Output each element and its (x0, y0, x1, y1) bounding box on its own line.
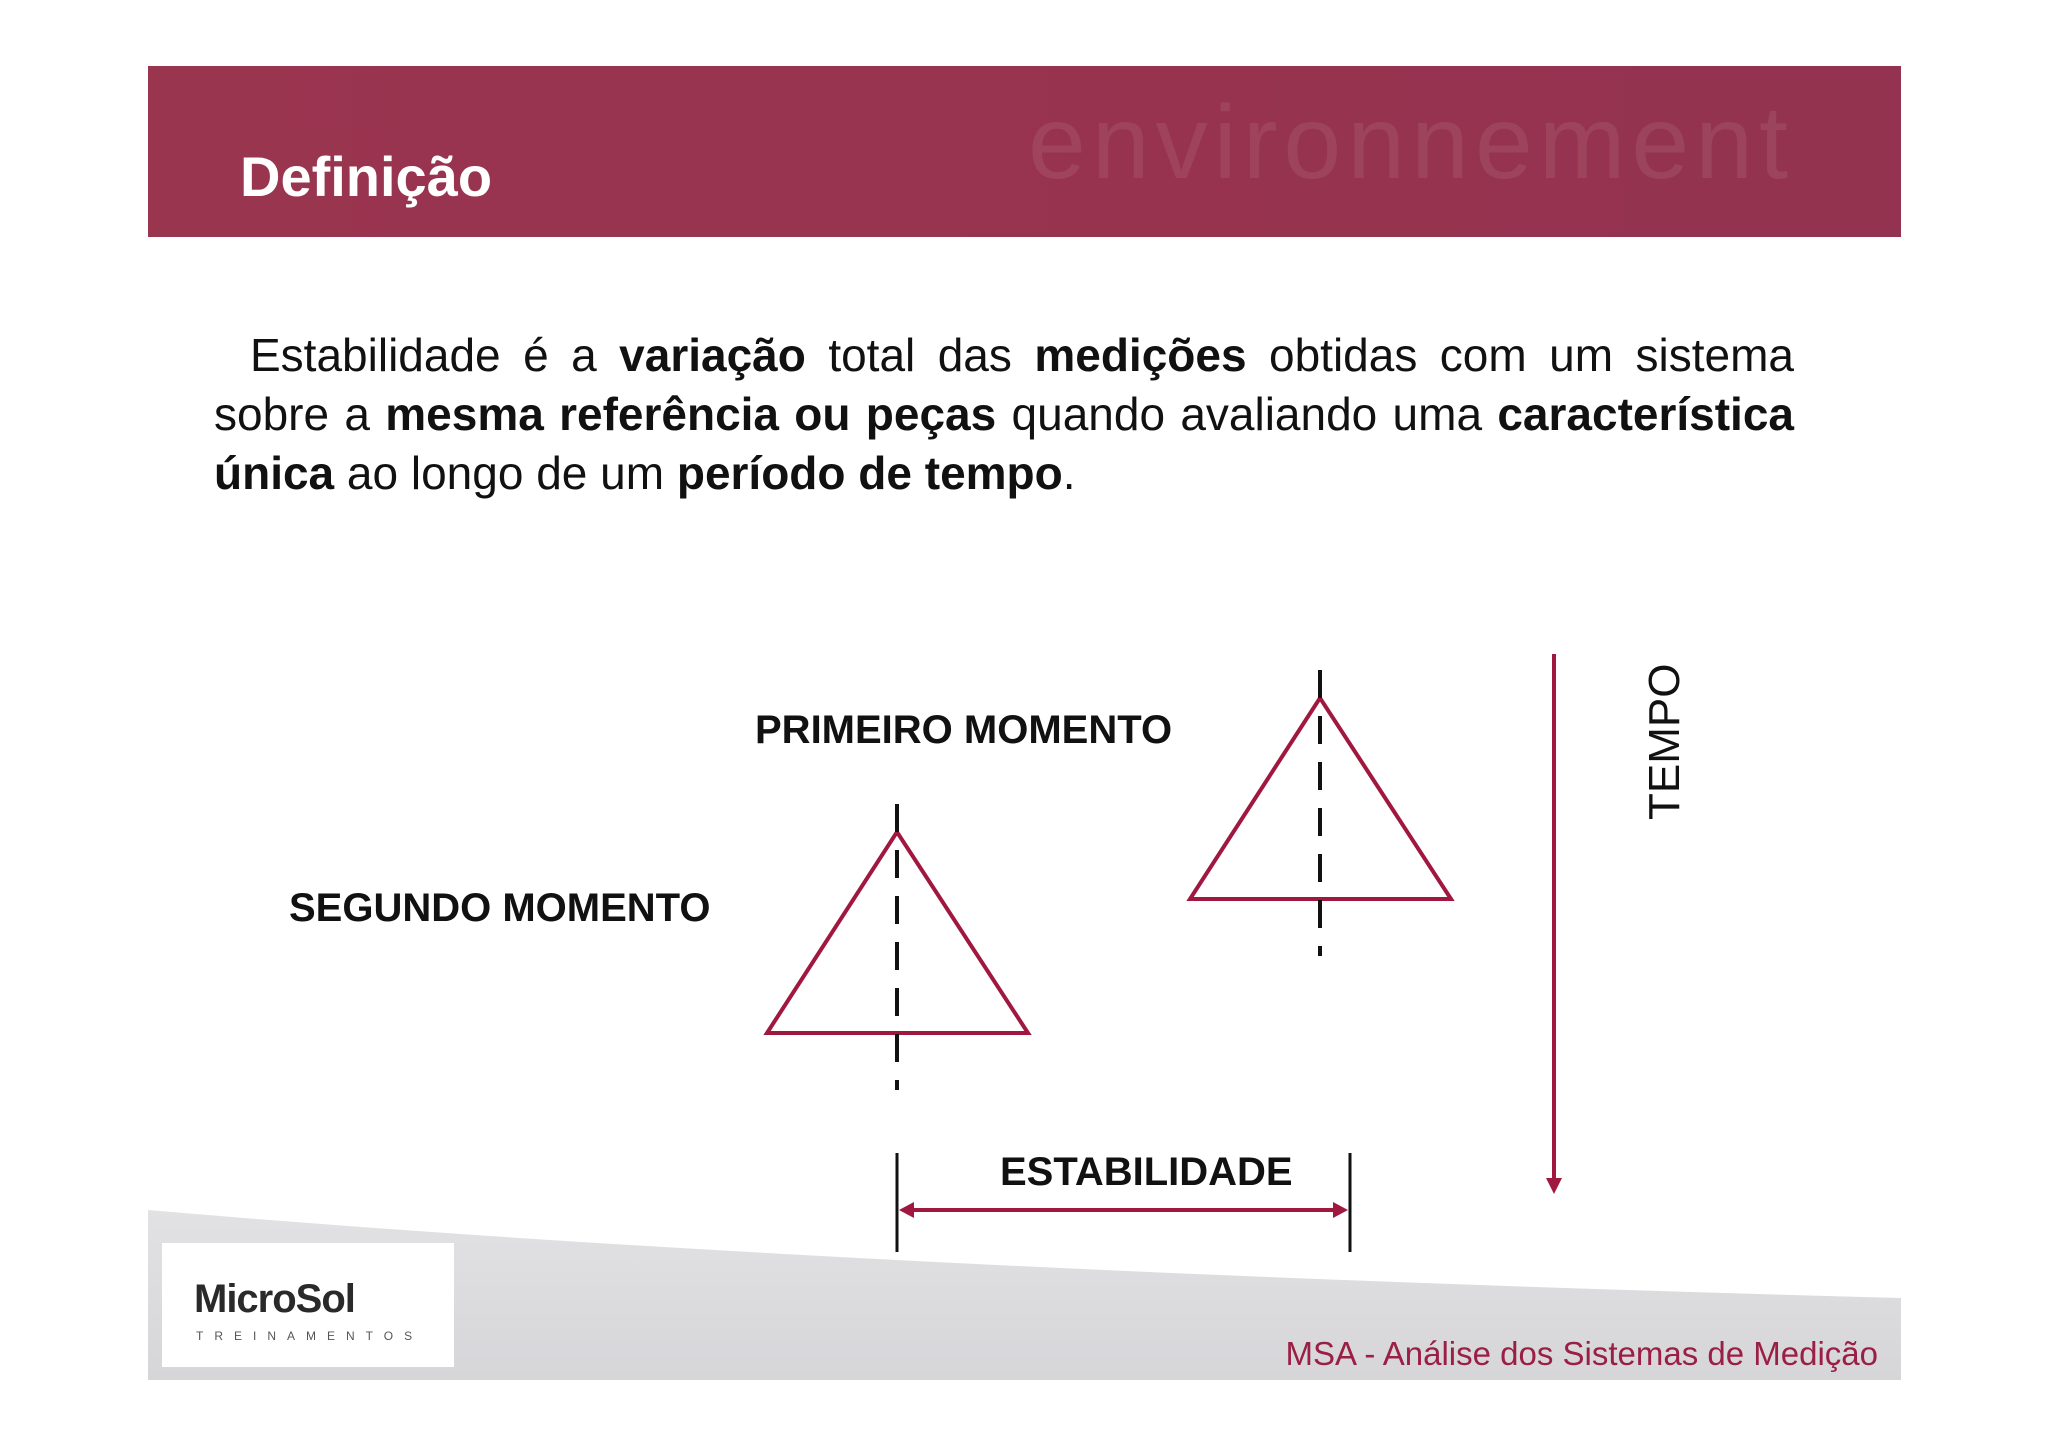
footer-caption: MSA - Análise dos Sistemas de Medição (1285, 1335, 1878, 1372)
second-moment-label: SEGUNDO MOMENTO (289, 886, 711, 930)
time-arrow-head (1546, 1178, 1562, 1194)
header-watermark: environnement (1028, 85, 1794, 201)
definition-segment: quando avaliando uma (996, 388, 1498, 440)
stability-label: ESTABILIDADE (1000, 1150, 1293, 1194)
definition-segment: total das (805, 329, 1035, 381)
time-label: TEMPO (1640, 663, 1689, 820)
definition-keyword: medições (1034, 329, 1247, 381)
definition-keyword: característica única (214, 388, 1795, 499)
first-moment-label: PRIMEIRO MOMENTO (755, 708, 1173, 752)
definition-keyword: período de tempo (676, 447, 1063, 499)
definition-keyword: mesma referência ou peças (385, 388, 997, 440)
stability-arrow-left-head (899, 1202, 914, 1218)
stability-arrow-right-head (1333, 1202, 1348, 1218)
definition-segment: . (1062, 447, 1076, 499)
slide-title: Definição (240, 145, 493, 208)
definition-segment: obtidas com um sistema sobre a (214, 329, 1794, 440)
definition-segment: ao longo de um (334, 447, 677, 499)
logo-tagline: TREINAMENTOS (196, 1329, 424, 1343)
logo-wordmark: MicroSol (194, 1277, 355, 1321)
definition-keyword: variação (619, 329, 806, 381)
definition-segment: Estabilidade é a (250, 329, 620, 381)
